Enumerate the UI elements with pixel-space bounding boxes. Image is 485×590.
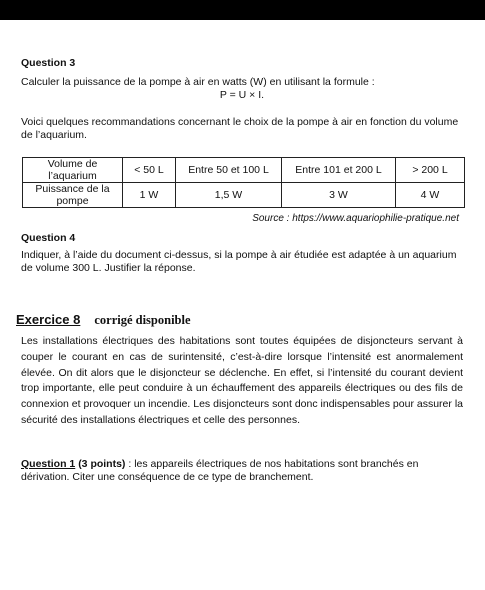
table-row — [23, 158, 465, 183]
corrige-label: corrigé disponible — [94, 313, 191, 327]
table-row — [23, 183, 465, 208]
question-4-text: Indiquer, à l’aide du document ci-dessus, si la pompe à air étudiée est adaptée à un aquarium de volume 300 L. Justifier la réponse. — [21, 249, 457, 274]
exercise-text: Les installations électriques des habitations sont toutes équipées de disjoncteurs servant à couper le courant en cas de surintensité, c’est-à-dire lorsque l’intensité est anormalement élevée. On dit alors que le disjoncteur se déclenche. En effet, si l’intensité du courant devient trop importante, elle peut conduire à un échauffement des appareils électriques ou des fils de connexion et provoquer un incendie. Les disjoncteurs sont donc indispensables pour assurer la sécurité des installations électriques et celle des personnes. — [21, 335, 463, 426]
table-cell: 3 W — [282, 183, 396, 208]
table-cell: 1 W — [123, 183, 176, 208]
table-header-cell: Puissance de la pompe — [23, 183, 123, 208]
table-cell: Entre 50 et 100 L — [176, 158, 282, 183]
table-cell: > 200 L — [396, 158, 465, 183]
question-3-title: Question 3 — [21, 57, 76, 69]
table-cell: 1,5 W — [176, 183, 282, 208]
question-4-title: Question 4 — [21, 232, 76, 244]
table-cell: Entre 101 et 200 L — [282, 158, 396, 183]
question-1-label: Question 1 — [21, 458, 76, 470]
table-header-cell: Volume de l’aquarium — [23, 158, 123, 183]
table-source: Source : https://www.aquariophilie-pratique.net — [252, 213, 459, 224]
question-1-points: (3 points) — [78, 458, 126, 470]
exercise-title — [16, 312, 191, 328]
question-3-intro: Voici quelques recommandations concernant le choix de la pompe à air en fonction du volume de l’aquarium. — [21, 116, 459, 141]
table-cell: < 50 L — [123, 158, 176, 183]
table-cell: 4 W — [396, 183, 465, 208]
formula: P = U × I. — [219, 89, 265, 101]
question-1-text: : les appareils électriques de nos habitations sont branchés en dérivation. Citer une conséquence de ce type de branchement. — [21, 458, 419, 483]
document-page — [0, 20, 485, 590]
exercise-number: Exercice 8 — [16, 312, 81, 327]
question-1 — [21, 458, 463, 484]
recommendation-table — [22, 157, 465, 208]
question-3-instruction: Calculer la puissance de la pompe à air en watts (W) en utilisant la formule : — [21, 76, 375, 88]
